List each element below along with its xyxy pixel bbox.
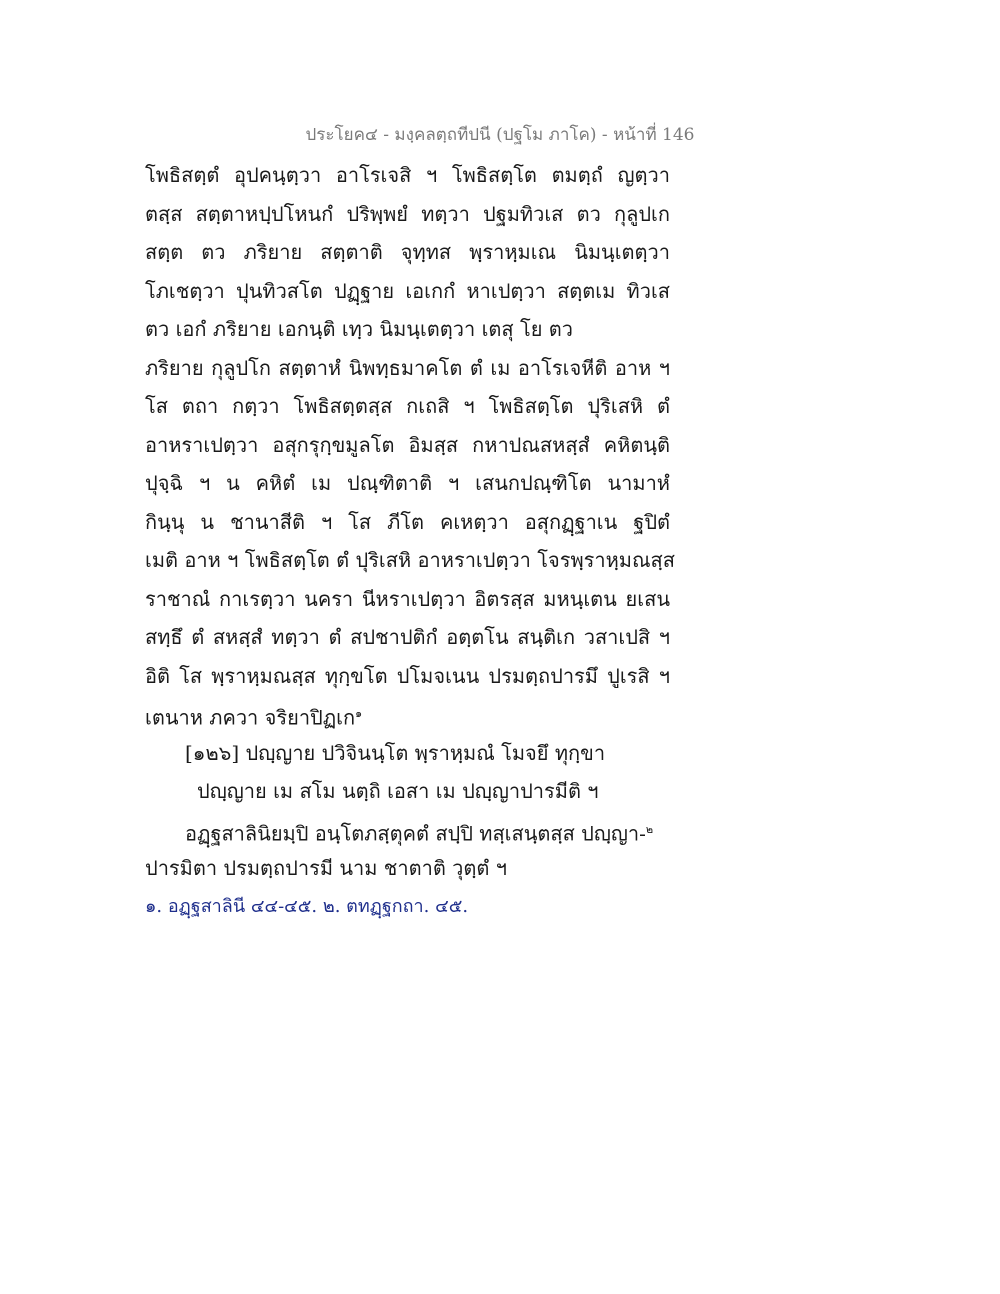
verse-line-1: [๑๒๖] ปญฺญาย ปวิจินนฺโต พฺราหฺมณํ โมจยึ ทุกฺขา bbox=[185, 740, 606, 765]
footnote-ref-2: ๒ bbox=[645, 822, 654, 836]
page-header bbox=[0, 122, 1000, 148]
para-line-1 bbox=[145, 811, 670, 850]
body-line-10: กินฺนุ น ชานาสีติ ฯ โส ภีโต คเหตฺวา อสุกฏฺฐาเน ฐปิตํ bbox=[145, 509, 670, 534]
body-line-1: โพธิสตฺตํ อุปคนฺตฺวา อาโรเจสิ ฯ โพธิสตฺโต ตมตฺถํ ญตฺวา bbox=[145, 163, 670, 187]
footnote: ๑. อฏฺฐสาลินี ๔๔-๔๕. ๒. ตทฏฺฐกถา. ๔๕. bbox=[145, 895, 469, 917]
body-text bbox=[145, 156, 675, 926]
body-line-6: ภริยาย กุลูปโก สตฺตาหํ นิพทฺธมาคโต ตํ เม อาโรเจหีติ อาห ฯ bbox=[145, 355, 670, 380]
running-title: ประโยค๔ - มงฺคลตฺถทีปนี (ปฐโม ภาโค) - หน้าที่ 146 bbox=[305, 125, 695, 145]
body-line-15 bbox=[145, 695, 670, 734]
body-line-11: เมติ อาห ฯ โพธิสตฺโต ตํ ปุริเสหิ อาหราเปตฺวา โจรพฺราหฺมณสฺส bbox=[145, 548, 675, 572]
verse-line-2: ปญฺญาย เม สโม นตฺถิ เอสา เม ปญฺญาปารมีติ ฯ bbox=[197, 779, 599, 803]
body-line-7: โส ตถา กตฺวา โพธิสตฺตสฺส กเถสิ ฯ โพธิสตฺโต ปุริเสหิ ตํ bbox=[145, 394, 670, 418]
body-line-8: อาหราเปตฺวา อสุกรุกฺขมูลโต อิมสฺส กหาปณสหสฺสํ คหิตนฺติ bbox=[145, 432, 670, 457]
para-line-2: ปารมิตา ปรมตฺถปารมี นาม ชาตาติ วุตฺตํ ฯ bbox=[145, 856, 507, 880]
para-line-1-text: อฏฺฐสาลินิยมฺปิ อนฺโตภสฺตุคตํ สปฺปิ ทสฺเสนฺตสฺส ปญฺญา- bbox=[185, 821, 646, 846]
body-line-2: ตสฺส สตฺตาหปฺปโหนกํ ปริพฺพยํ ทตฺวา ปฐมทิวเส ตว กุลูปเก bbox=[145, 201, 670, 226]
body-line-9: ปุจฺฉิ ฯ น คหิตํ เม ปณฺฑิตาติ ฯ เสนกปณฺฑิโต นามาหํ bbox=[145, 471, 670, 495]
footnote-ref-1: ๑ bbox=[355, 707, 363, 720]
body-line-4: โภเชตฺวา ปุนทิวสโต ปฏฺฐาย เอเกกํ หาเปตฺวา สตฺตเม ทิวเส bbox=[145, 278, 670, 303]
body-line-13: สทฺธึ ตํ สหสฺสํ ทตฺวา ตํ สปชาปติกํ อตฺตโน สนฺติเก วสาเปสิ ฯ bbox=[145, 625, 670, 649]
body-line-12: ราชาณํ กาเรตฺวา นครา นีหราเปตฺวา อิตรสฺส มหนฺเตน ยเสน bbox=[145, 586, 670, 611]
body-line-3: สตฺต ตว ภริยาย สตฺตาติ จุทฺทส พฺราหฺมเณ นิมนฺเตตฺวา bbox=[145, 240, 670, 264]
body-line-15-text: เตนาห ภควา จริยาปิฏเก bbox=[145, 705, 356, 730]
body-line-5: ตว เอกํ ภริยาย เอกนฺติ เทฺว นิมนฺเตตฺวา เตสุ โย ตว bbox=[145, 317, 574, 341]
body-line-14: อิติ โส พฺราหฺมณสฺส ทุกฺขโต ปโมจเนน ปรมตฺถปารมึ ปูเรสิ ฯ bbox=[145, 663, 670, 688]
